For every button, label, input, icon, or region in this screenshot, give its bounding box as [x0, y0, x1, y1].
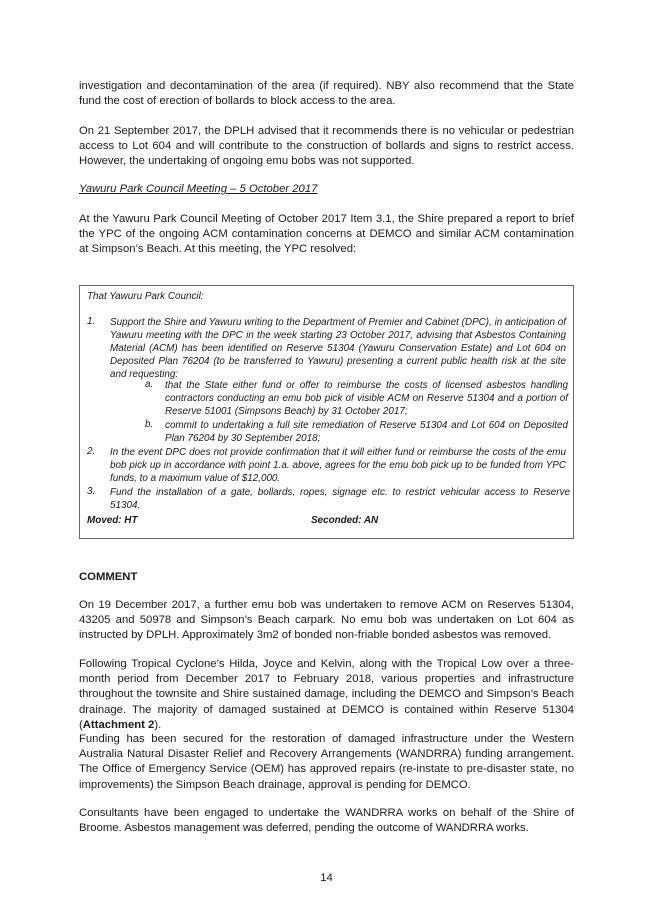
- meeting-heading: Yawuru Park Council Meeting – 5 October 2017: [79, 183, 318, 195]
- paragraph-ypc-meeting: At the Yawuru Park Council Meeting of October 2017 Item 3.1, the Shire prepared a report to brief the YPC of the ongoing ACM contamination concerns at DEMCO and similar ACM contamination at Simpson’s Beach. At this meeting, the YPC resolved:: [79, 213, 574, 256]
- resolution-heading: That Yawuru Park Council:: [87, 291, 204, 302]
- comment-heading: COMMENT: [79, 571, 138, 583]
- resolution-item-number: 2.: [87, 446, 96, 457]
- resolution-subitem-label: b.: [145, 419, 154, 430]
- paragraph-cyclone-damage: [79, 657, 574, 733]
- paragraph-funding: Funding has been secured for the restoration of damaged infrastructure under the Western Australia Natural Disaster Relief and Recovery Arrangements (WANDRRA) funding arrangement. The Office of Emergency Service (OEM) has approved repairs (re-instate to pre-disaster state, no improvements) the Simpson Beach drainage, approval is pending for DEMCO.: [79, 733, 574, 791]
- paragraph-emu-bob: On 19 December 2017, a further emu bob was undertaken to remove ACM on Reserves 51304, 43205 and 50978 and Simpson’s Beach carpark. No emu bob was undertaken on Lot 604 as instructed by DPLH. Approximately 3m2 of bonded non-friable bonded asbestos was removed.: [79, 599, 574, 642]
- paragraph-bollards: investigation and decontamination of the area (if required). NBY also recommend that the State fund the cost of erection of bollards to block access to the area.: [79, 80, 574, 108]
- resolution-item-text: In the event DPC does not provide confirmation that it will either fund or reimburse the costs of the emu bob pick up in accordance with point 1.a. above, agrees for the emu bob pick up to be funded from YPC funds, to a maximum value of $12,000.: [110, 447, 566, 485]
- resolution-subitem-text: that the State either fund or offer to reimburse the costs of licensed asbestos handling contractors conducting an emu bob pick of visible ACM on Reserve 51304 and a portion of Reserve 51001 (Simpsons Beach) by 31 October 2017;: [165, 380, 568, 418]
- resolution-subitem-text: commit to undertaking a full site remediation of Reserve 51304 and Lot 604 on Deposited Plan 76204 by 30 September 2018;: [165, 420, 568, 445]
- resolution-box: [79, 285, 574, 539]
- attachment-reference: Attachment 2: [82, 718, 155, 731]
- seconded-by: Seconded: AN: [311, 515, 379, 526]
- resolution-item-number: 3.: [87, 486, 96, 497]
- page-number: 14: [320, 872, 333, 884]
- resolution-item-number: 1.: [87, 316, 96, 327]
- resolution-item-text: Support the Shire and Yawuru writing to the Department of Premier and Cabinet (DPC), in anticipation of Yawuru meeting with the DPC in the week starting 23 October 2017, advising that Asbestos Containing Material (ACM) has been identified on Reserve 51304 (Yawuru Conservation Estate) and Lot 604 on Deposited Plan 76204 (to be transferred to Yawuru) presenting a current public health risk at the site and requesting:: [110, 317, 566, 381]
- paragraph-consultants: Consultants have been engaged to undertake the WANDRRA works on behalf of the Shire of Broome. Asbestos management was deferred, pending the outcome of WANDRRA works.: [79, 807, 574, 835]
- resolution-item-text: Fund the installation of a gate, bollards, ropes, signage etc. to restrict vehicular access to Reserve 51304.: [110, 487, 570, 512]
- resolution-subitem-label: a.: [145, 379, 154, 390]
- moved-by: Moved: HT: [87, 515, 138, 526]
- cyclone-text-end: ).: [154, 718, 162, 731]
- cyclone-text: Following Tropical Cyclone’s Hilda, Joyce and Kelvin, along with the Tropical Low over a three-month period from December 2017 to February 2018, various properties and infrastructure throughout the townsite and Shire sustained damage, including the DEMCO and Simpson’s Beach drainage. The majority of damaged sustained at DEMCO is contained within Reserve 51304 (: [79, 658, 574, 731]
- paragraph-dplh-advice: On 21 September 2017, the DPLH advised that it recommends there is no vehicular or pedestrian access to Lot 604 and will contribute to the construction of bollards and signs to restrict access. However, the undertaking of ongoing emu bobs was not supported.: [79, 125, 574, 168]
